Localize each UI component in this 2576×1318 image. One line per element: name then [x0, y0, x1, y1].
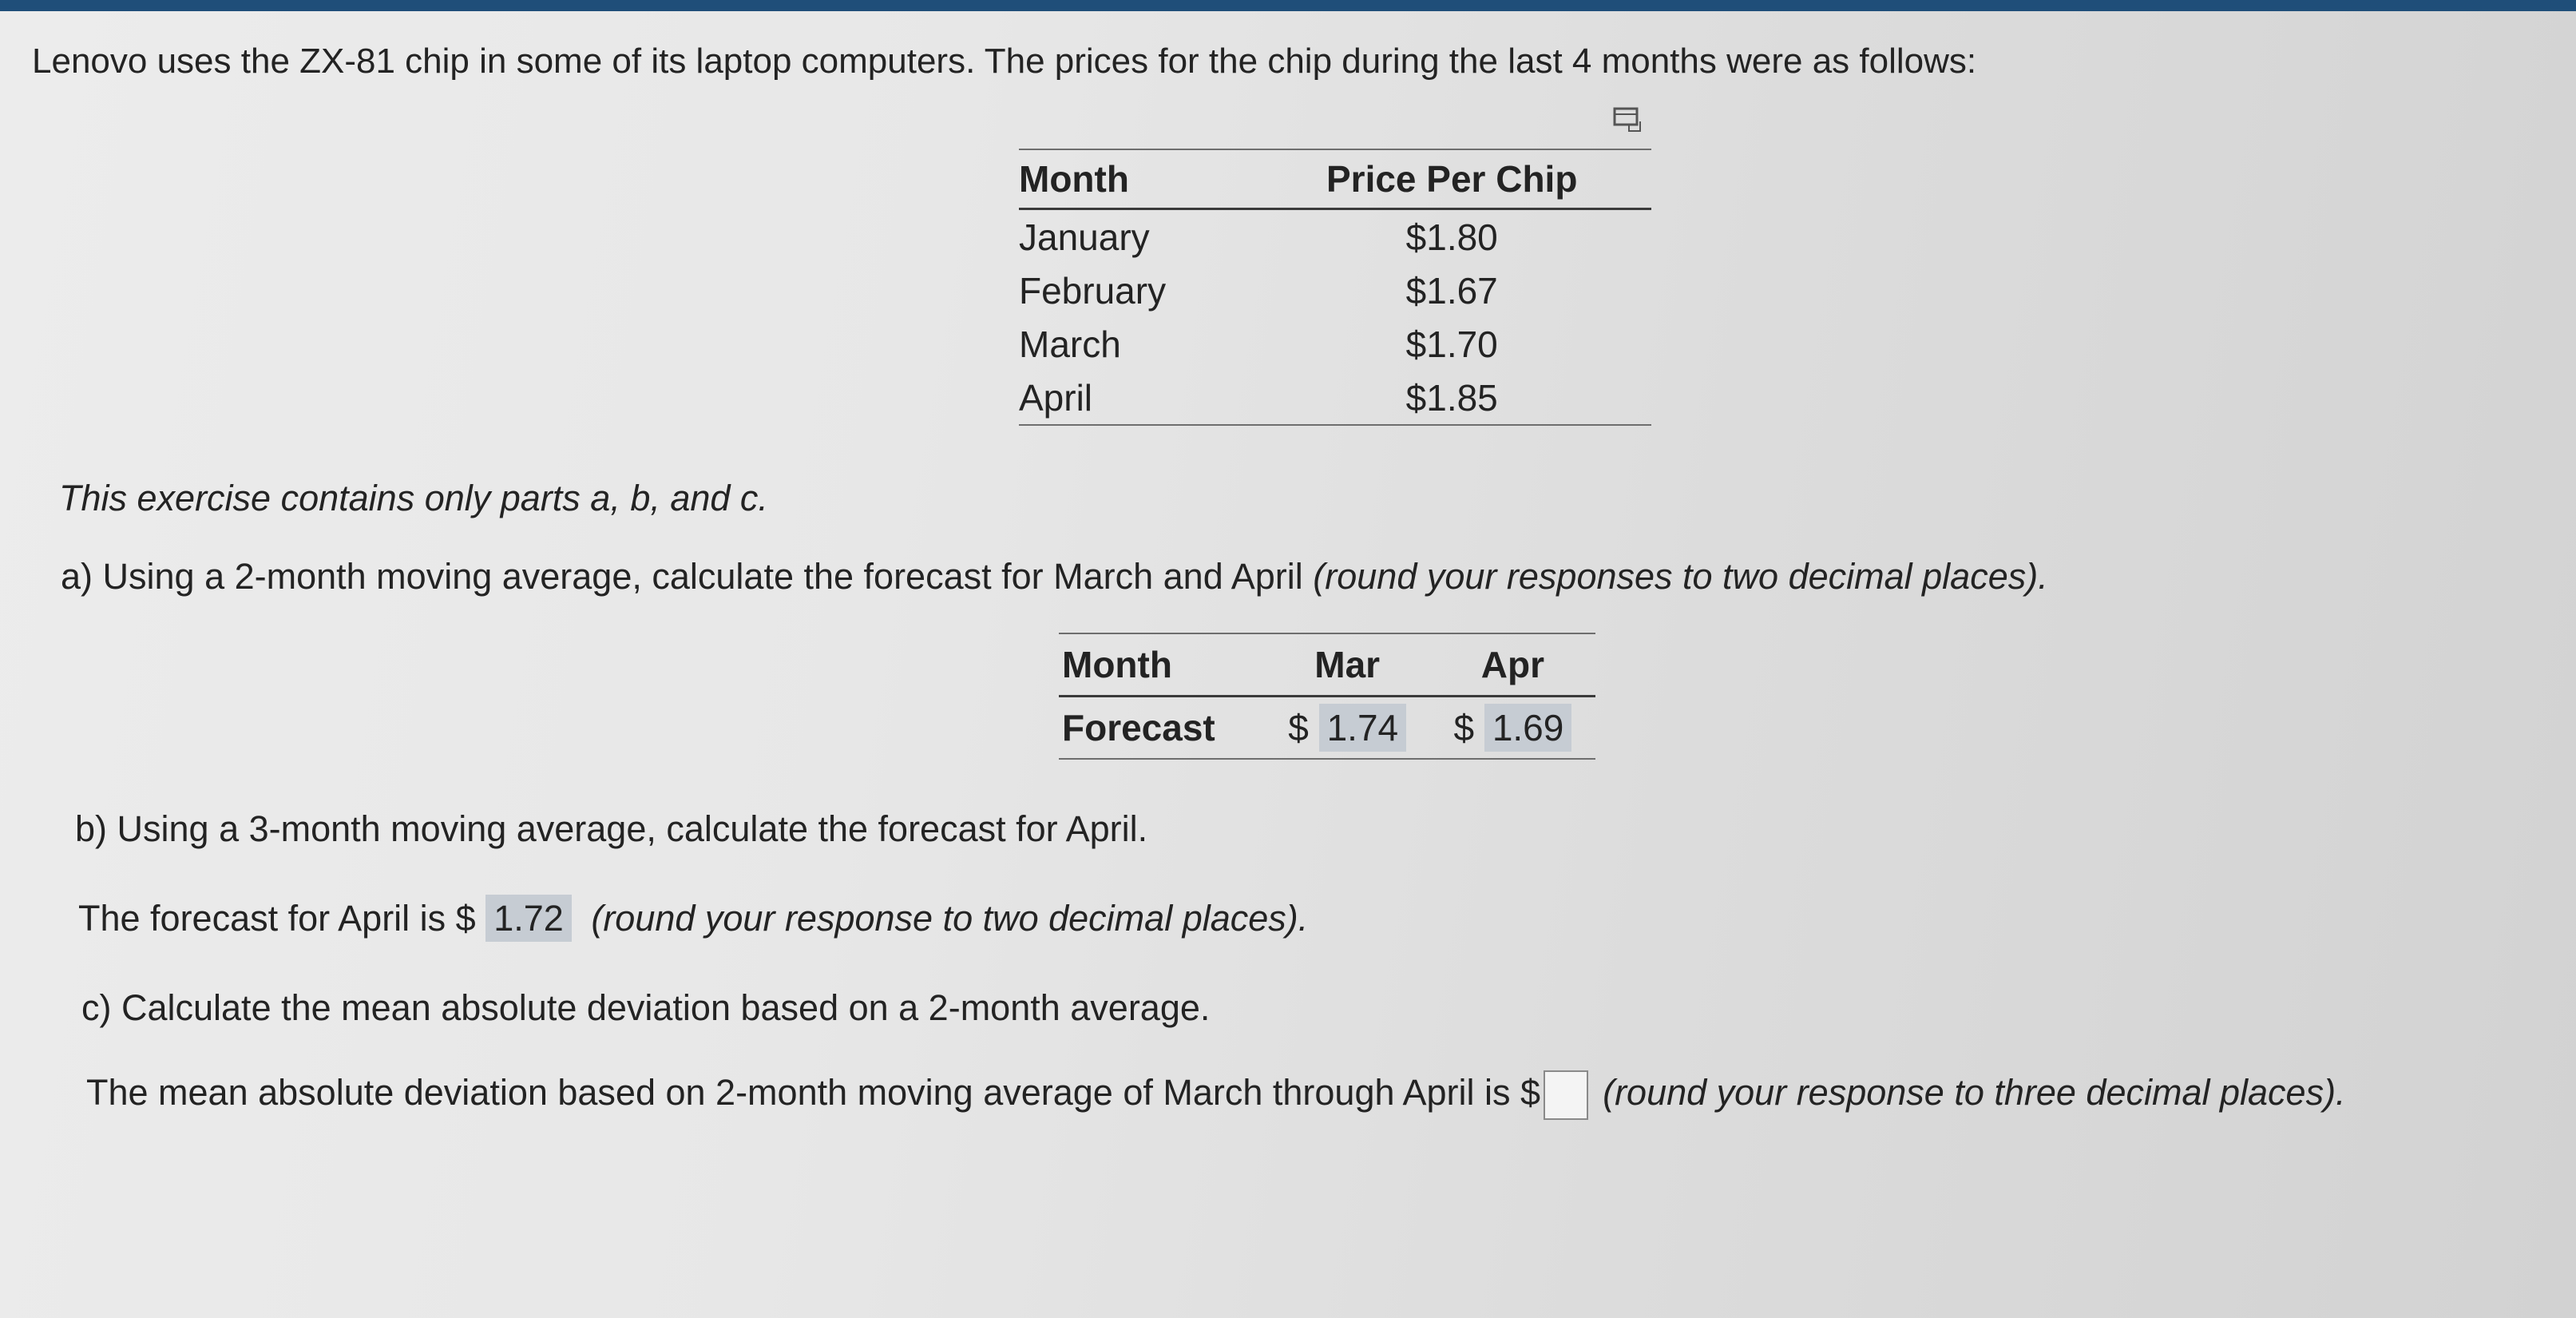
forecast-apr-answer[interactable]: 1.69 [1484, 704, 1572, 752]
price-table-header-price: Price Per Chip [1326, 158, 1578, 200]
forecast-row [1059, 697, 1595, 760]
problem-statement: Lenovo uses the ZX-81 chip in some of its laptop computers. The prices for the chip during the last 4 months were as follows: [32, 42, 1977, 81]
month-cell: March [1019, 323, 1121, 365]
table-row [1019, 209, 1651, 264]
month-cell: February [1019, 269, 1167, 312]
month-cell: April [1019, 376, 1093, 419]
forecast-header-apr: Apr [1480, 644, 1544, 685]
part-a-question [61, 556, 2048, 597]
part-c-hint: (round your response to three decimal places). [1603, 1071, 2346, 1113]
currency-symbol: $ [1453, 707, 1475, 748]
currency-symbol: $ [1288, 707, 1309, 748]
part-a-hint: (round your responses to two decimal places). [1313, 556, 2048, 597]
forecast-header-mar: Mar [1314, 644, 1381, 685]
part-b-answer[interactable]: 1.72 [485, 895, 572, 942]
price-table [1019, 149, 1651, 426]
top-bar [0, 0, 2576, 11]
price-table-header-month: Month [1019, 158, 1129, 200]
part-b-answer-line [78, 898, 1308, 939]
price-cell: $1.80 [1405, 216, 1498, 258]
price-cell: $1.85 [1405, 376, 1498, 419]
month-cell: January [1019, 216, 1150, 258]
part-c-answer-line [86, 1070, 2346, 1120]
forecast-mar-answer[interactable]: 1.74 [1319, 704, 1407, 752]
part-b-question: b) Using a 3-month moving average, calculate the forecast for April. [75, 808, 1148, 849]
mad-answer-input[interactable] [1544, 1070, 1588, 1120]
part-b-answer-prefix: The forecast for April is $ [78, 898, 476, 939]
forecast-header-month: Month [1062, 644, 1172, 685]
forecast-table [1059, 633, 1595, 760]
part-a-text: a) Using a 2-month moving average, calculate the forecast for March and April [61, 556, 1314, 597]
table-row [1019, 371, 1651, 425]
forecast-header-row [1059, 633, 1595, 697]
expand-table-icon[interactable] [1611, 105, 1643, 133]
part-b-hint: (round your response to two decimal places). [591, 898, 1309, 939]
table-row [1019, 317, 1651, 371]
exercise-note: This exercise contains only parts a, b, and c. [59, 478, 768, 518]
price-cell: $1.67 [1405, 269, 1498, 312]
price-cell: $1.70 [1405, 323, 1498, 365]
part-c-answer-prefix: The mean absolute deviation based on 2-month moving average of March through April is $ [86, 1071, 1541, 1113]
forecast-row-label: Forecast [1062, 707, 1215, 748]
table-row [1019, 264, 1651, 317]
forecast-apr-cell [1430, 697, 1595, 760]
forecast-mar-cell [1265, 697, 1430, 760]
part-c-question: c) Calculate the mean absolute deviation based on a 2-month average. [81, 987, 1211, 1028]
